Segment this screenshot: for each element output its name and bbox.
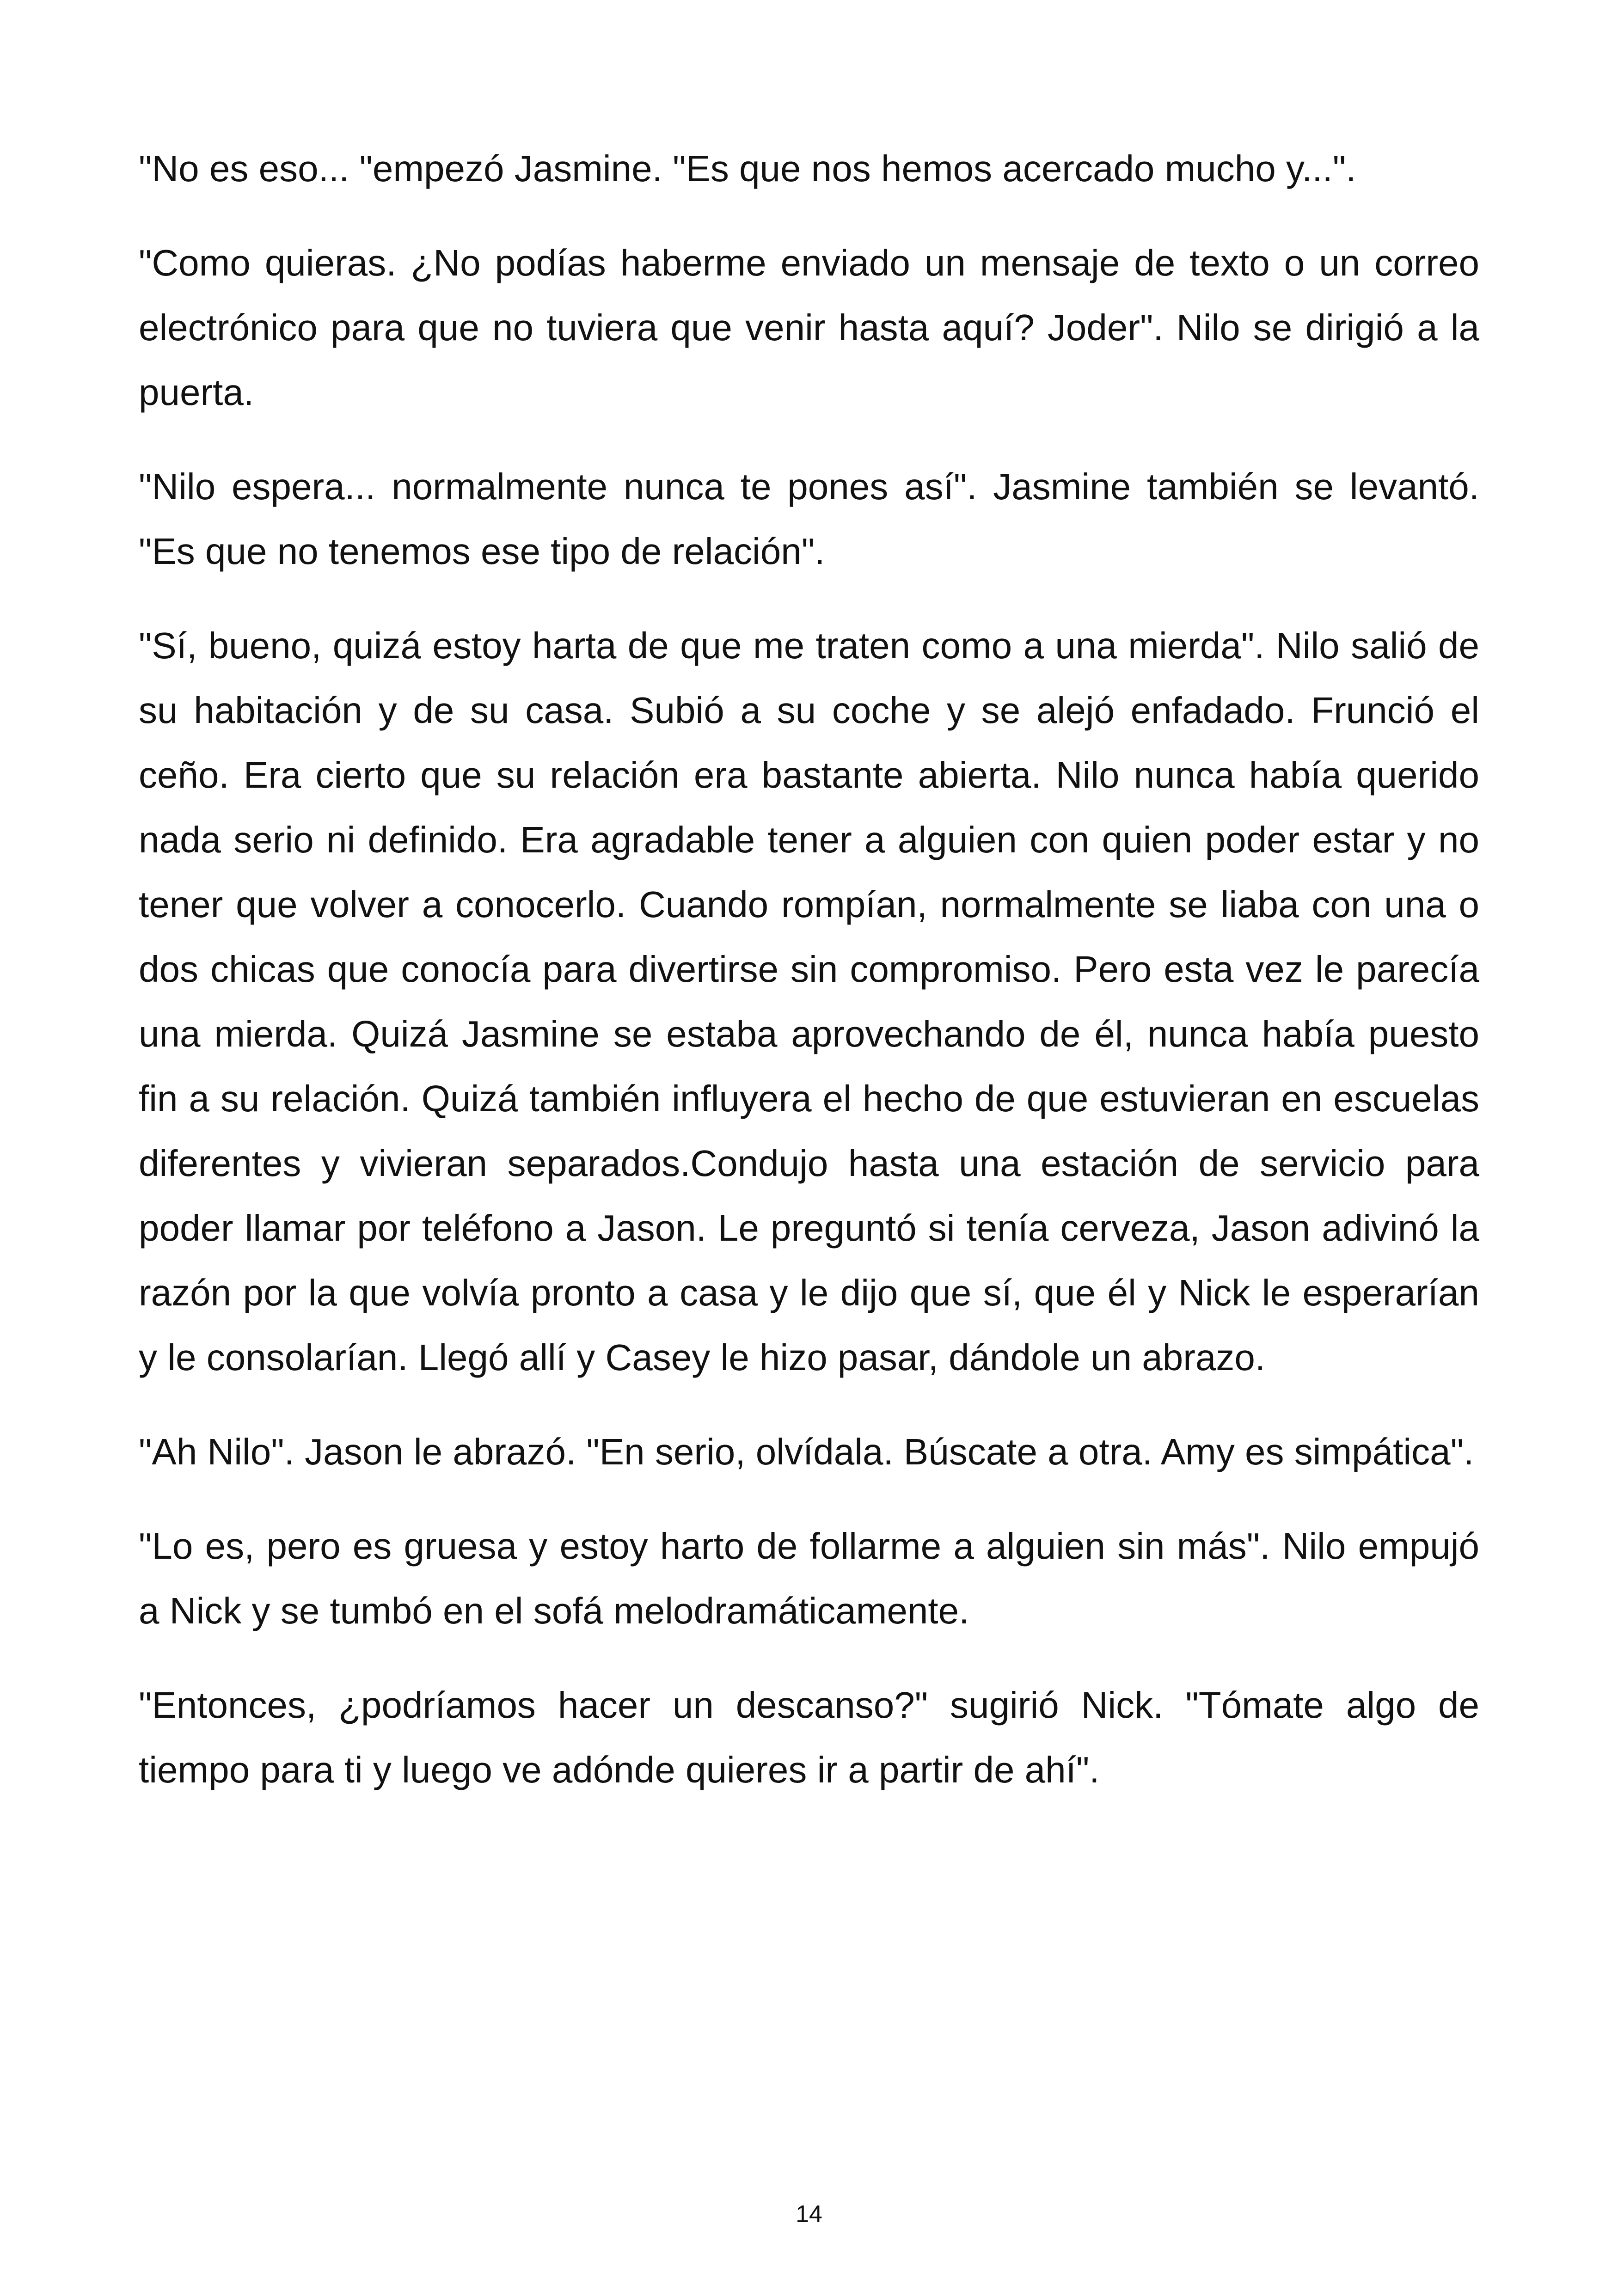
page-number: 14 bbox=[796, 2201, 822, 2228]
body-text bbox=[139, 136, 1479, 1832]
paragraph: "Ah Nilo". Jason le abrazó. "En serio, olvídala. Búscate a otra. Amy es simpática". bbox=[139, 1431, 1474, 1472]
paragraph: "Nilo espera... normalmente nunca te pones así". Jasmine también se levantó. "Es que no tenemos ese tipo de relación". bbox=[139, 466, 1479, 572]
paragraph: "Como quieras. ¿No podías haberme enviado un mensaje de texto o un correo electrónico para que no tuviera que venir hasta aquí? Joder". Nilo se dirigió a la puerta. bbox=[139, 242, 1479, 413]
paragraph: "Sí, bueno, quizá estoy harta de que me traten como a una mierda". Nilo salió de su habitación y de su casa. Subió a su coche y se alejó enfadado. Frunció el ceño. Era cierto que su relación era bastante abierta. Nilo nunca había querido nada serio ni definido. Era agradable tener a alguien con quien poder estar y no tener que volver a conocerlo. Cuando rompían, normalmente se liaba con una o dos chicas que conocía para divertirse sin compromiso. Pero esta vez le parecía una mierda. Quizá Jasmine se estaba aprovechando de él, nunca había puesto fin a su relación. Quizá también influyera el hecho de que estuvieran en escuelas diferentes y vivieran separados.Condujo hasta una estación de servicio para poder llamar por teléfono a Jason. Le preguntó si tenía cerveza, Jason adivinó la razón por la que volvía pronto a casa y le dijo que sí, que él y Nick le esperarían y le consolarían. Llegó allí y Casey le hizo pasar, dándole un abrazo. bbox=[139, 625, 1479, 1378]
paragraph: "Lo es, pero es gruesa y estoy harto de follarme a alguien sin más". Nilo empujó a Nick y se tumbó en el sofá melodramáticamente. bbox=[139, 1525, 1479, 1631]
paragraph: "No es eso... "empezó Jasmine. "Es que nos hemos acercado mucho y...". bbox=[139, 148, 1356, 189]
paragraph: "Entonces, ¿podríamos hacer un descanso?" sugirió Nick. "Tómate algo de tiempo para ti y luego ve adónde quieres ir a partir de ahí". bbox=[139, 1684, 1479, 1790]
